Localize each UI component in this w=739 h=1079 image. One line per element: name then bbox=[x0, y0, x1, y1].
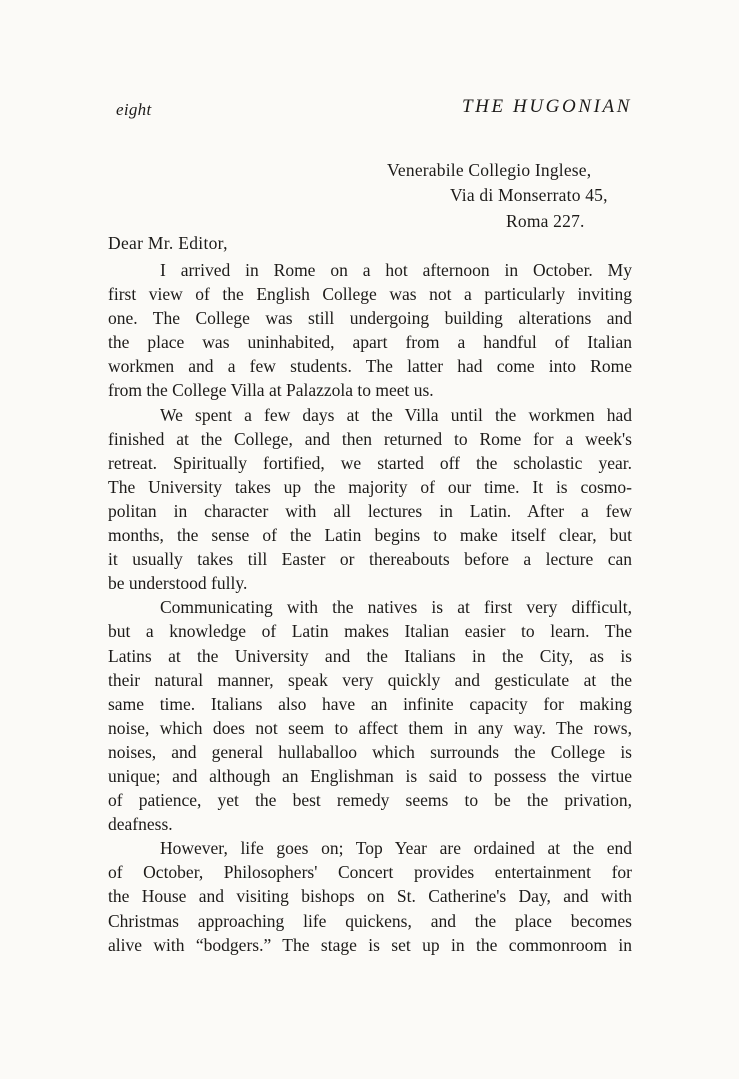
text-line: Christmas approaching life quickens, and the place becomes bbox=[108, 910, 632, 931]
body-paragraph bbox=[108, 836, 632, 956]
text-line: but a knowledge of Latin makes Italian easier to learn. The bbox=[108, 621, 632, 642]
text-line: first view of the English College was not a particularly inviting bbox=[108, 284, 632, 305]
address-line: Via di Monserrato 45, bbox=[450, 185, 608, 205]
text-line: be understood fully. bbox=[108, 573, 248, 594]
text-line: workmen and a few students. The latter had come into Rome bbox=[108, 356, 632, 377]
page-header bbox=[108, 96, 632, 126]
text-line: politan in character with all lectures in Latin. After a few bbox=[108, 500, 632, 521]
letter-address bbox=[0, 160, 739, 240]
text-line: noise, which does not seem to affect them in any way. The rows, bbox=[108, 717, 632, 738]
address-line: Roma 227. bbox=[506, 211, 585, 231]
text-line: I arrived in Rome on a hot afternoon in October. My bbox=[160, 260, 632, 280]
address-line: Venerabile Collegio Inglese, bbox=[387, 160, 592, 180]
letter-salutation: Dear Mr. Editor, bbox=[108, 233, 228, 253]
body-paragraph bbox=[108, 258, 632, 403]
text-line: Communicating with the natives is at first very difficult, bbox=[160, 597, 632, 618]
text-line: same time. Italians also have an infinite capacity for making bbox=[108, 693, 632, 714]
running-title: THE HUGONIAN bbox=[461, 96, 632, 117]
letter-body bbox=[108, 258, 632, 957]
text-line: the House and visiting bishops on St. Catherine's Day, and with bbox=[108, 886, 632, 907]
text-line: of October, Philosophers' Concert provides entertainment for bbox=[108, 862, 632, 883]
text-line: alive with “bodgers.” The stage is set up in the commonroom in bbox=[108, 934, 632, 955]
text-line: the place was uninhabited, apart from a handful of Italian bbox=[108, 332, 632, 353]
text-line: retreat. Spiritually fortified, we started off the scholastic year. bbox=[108, 452, 632, 473]
text-line: unique; and although an Englishman is said to possess the virtue bbox=[108, 765, 632, 786]
text-line: We spent a few days at the Villa until the workmen had bbox=[160, 404, 632, 425]
text-line: Latins at the University and the Italians in the City, as is bbox=[108, 645, 632, 666]
text-line: their natural manner, speak very quickly and gesticulate at the bbox=[108, 669, 632, 690]
text-line: The University takes up the majority of our time. It is cosmo- bbox=[108, 476, 632, 497]
text-line: noises, and general hullaballoo which surrounds the College is bbox=[108, 741, 632, 762]
text-line: However, life goes on; Top Year are ordained at the end bbox=[160, 838, 632, 859]
text-line: it usually takes till Easter or thereabouts before a lecture can bbox=[108, 549, 632, 570]
text-line: one. The College was still undergoing building alterations and bbox=[108, 308, 632, 329]
body-paragraph bbox=[108, 595, 632, 836]
text-line: deafness. bbox=[108, 814, 173, 835]
body-paragraph bbox=[108, 403, 632, 596]
text-line: finished at the College, and then returned to Rome for a week's bbox=[108, 428, 632, 449]
page-number: eight bbox=[116, 100, 152, 119]
text-line: from the College Villa at Palazzola to meet us. bbox=[108, 380, 434, 401]
text-line: months, the sense of the Latin begins to make itself clear, but bbox=[108, 525, 632, 546]
text-line: of patience, yet the best remedy seems to be the privation, bbox=[108, 790, 632, 811]
